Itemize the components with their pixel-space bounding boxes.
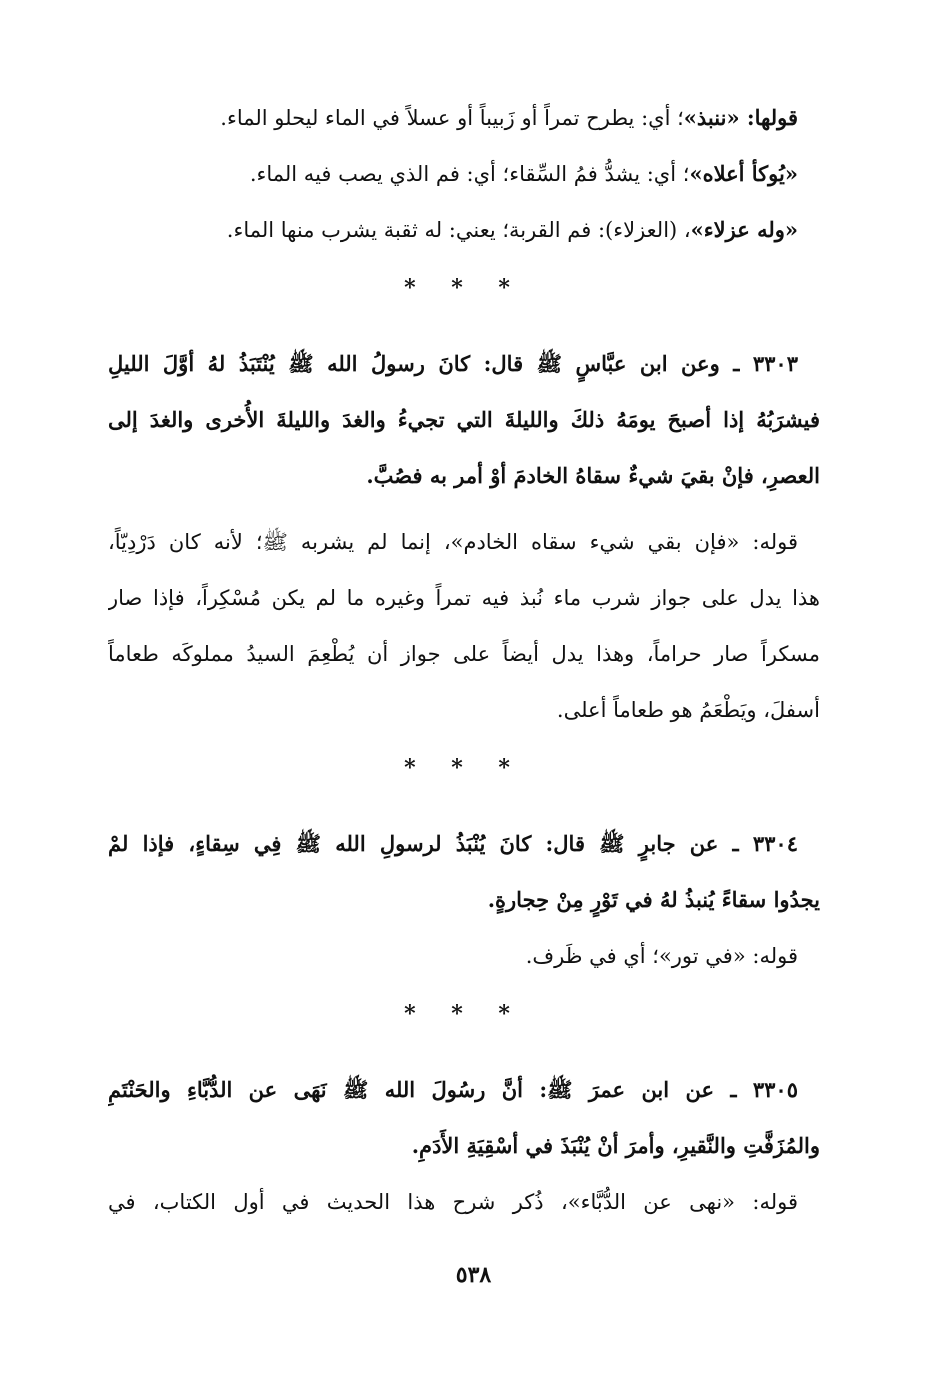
gloss-text: ؛ أي: يطرح تمراً أو زَبيباً أو عسلاً في الماء ليحلو الماء. [220, 106, 684, 130]
commentary-line: قوله: «نهى عن الدُّبَّاء»، ذُكر شرح هذا الحديث في أول الكتاب، في [108, 1190, 798, 1214]
hadith-3303 [108, 336, 820, 504]
commentary-3305 [108, 1174, 820, 1230]
gloss-line [108, 202, 820, 258]
commentary-3303 [108, 514, 820, 738]
page-body [108, 90, 820, 1230]
gloss-line [108, 146, 820, 202]
commentary-line: أسفلَ، ويَطْعَمُ هو طعاماً أعلى. [556, 698, 820, 722]
hadith-line: ٣٣٠٣ ـ وعن ابن عبَّاسٍ ﷺ قال: كانَ رسولُ الله ﷺ يُنْتَبَذُ لهُ أوَّلَ الليلِ [108, 351, 798, 376]
gloss-line [108, 90, 820, 146]
commentary-line: هذا يدل على جواز شرب ماء نُبذ فيه تمراً وغيره ما لم يكن مُسْكِراً، فإذا صار [108, 586, 820, 610]
gloss-term: «وله عزلاء» [690, 217, 798, 242]
hadith-3304 [108, 816, 820, 928]
hadith-line: فيشرَبُهُ إذا أصبحَ يومَهُ ذلكَ والليلةَ التي تجيءُ والغدَ والليلةَ الأُخرى والغدَ إلى [108, 407, 820, 432]
hadith-line: ٣٣٠٥ ـ عن ابن عمرَ ﷺ: أنَّ رسُولَ الله ﷺ نَهَى عن الدُّبَّاءِ والحَنْتَمِ [108, 1077, 798, 1102]
gloss-term: «يُوكأ أعلاه» [689, 161, 798, 186]
gloss-text: ؛ أي: يشدُّ فمُ السِّقاء؛ أي: فم الذي يصب فيه الماء. [249, 162, 690, 186]
glosses-section [108, 90, 820, 258]
hadith-line: العصرِ، فإنْ بقيَ شيءٌ سقاهُ الخادمَ أوْ أمر به فصُبَّ. [366, 463, 820, 488]
hadith-line: يجدُوا سقاءً يُنبذُ لهُ في تَوْرٍ مِنْ حِجارةٍ. [487, 887, 820, 912]
hadith-line: والمُزَفَّتِ والنَّقيرِ، وأمرَ أنْ يُنْبَذَ في أسْقِيَةِ الأَدَمِ. [411, 1133, 820, 1158]
section-separator: * * * [404, 1001, 524, 1027]
commentary-line: قوله: «فإن بقي شيء سقاه الخادم»، إنما لم يشربه ﷺ؛ لأنه كان دَرْدِيّاً، [108, 530, 798, 554]
page-number: ٥٣٨ [455, 1262, 492, 1288]
commentary-line: مسكراً صار حراماً، وهذا يدل أيضاً على جواز أن يُطْعِمَ السيدُ مملوكَه طعاماً [108, 642, 820, 666]
hadith-line: ٣٣٠٤ ـ عن جابرٍ ﷺ قال: كانَ يُنْبَذُ لرسولِ الله ﷺ فِي سِقاءٍ، فإذا لمْ [108, 831, 798, 856]
commentary-line: قوله: «في تور»؛ أي في ظَرف. [525, 944, 798, 968]
commentary-3304 [108, 928, 820, 984]
section-separator: * * * [404, 275, 524, 301]
gloss-term: قولها: «ننبذ» [683, 105, 798, 130]
section-separator: * * * [404, 755, 524, 781]
gloss-text: ، (العزلاء): فم القربة؛ يعني: له ثقبة يشرب منها الماء. [226, 218, 691, 242]
hadith-3305 [108, 1062, 820, 1174]
